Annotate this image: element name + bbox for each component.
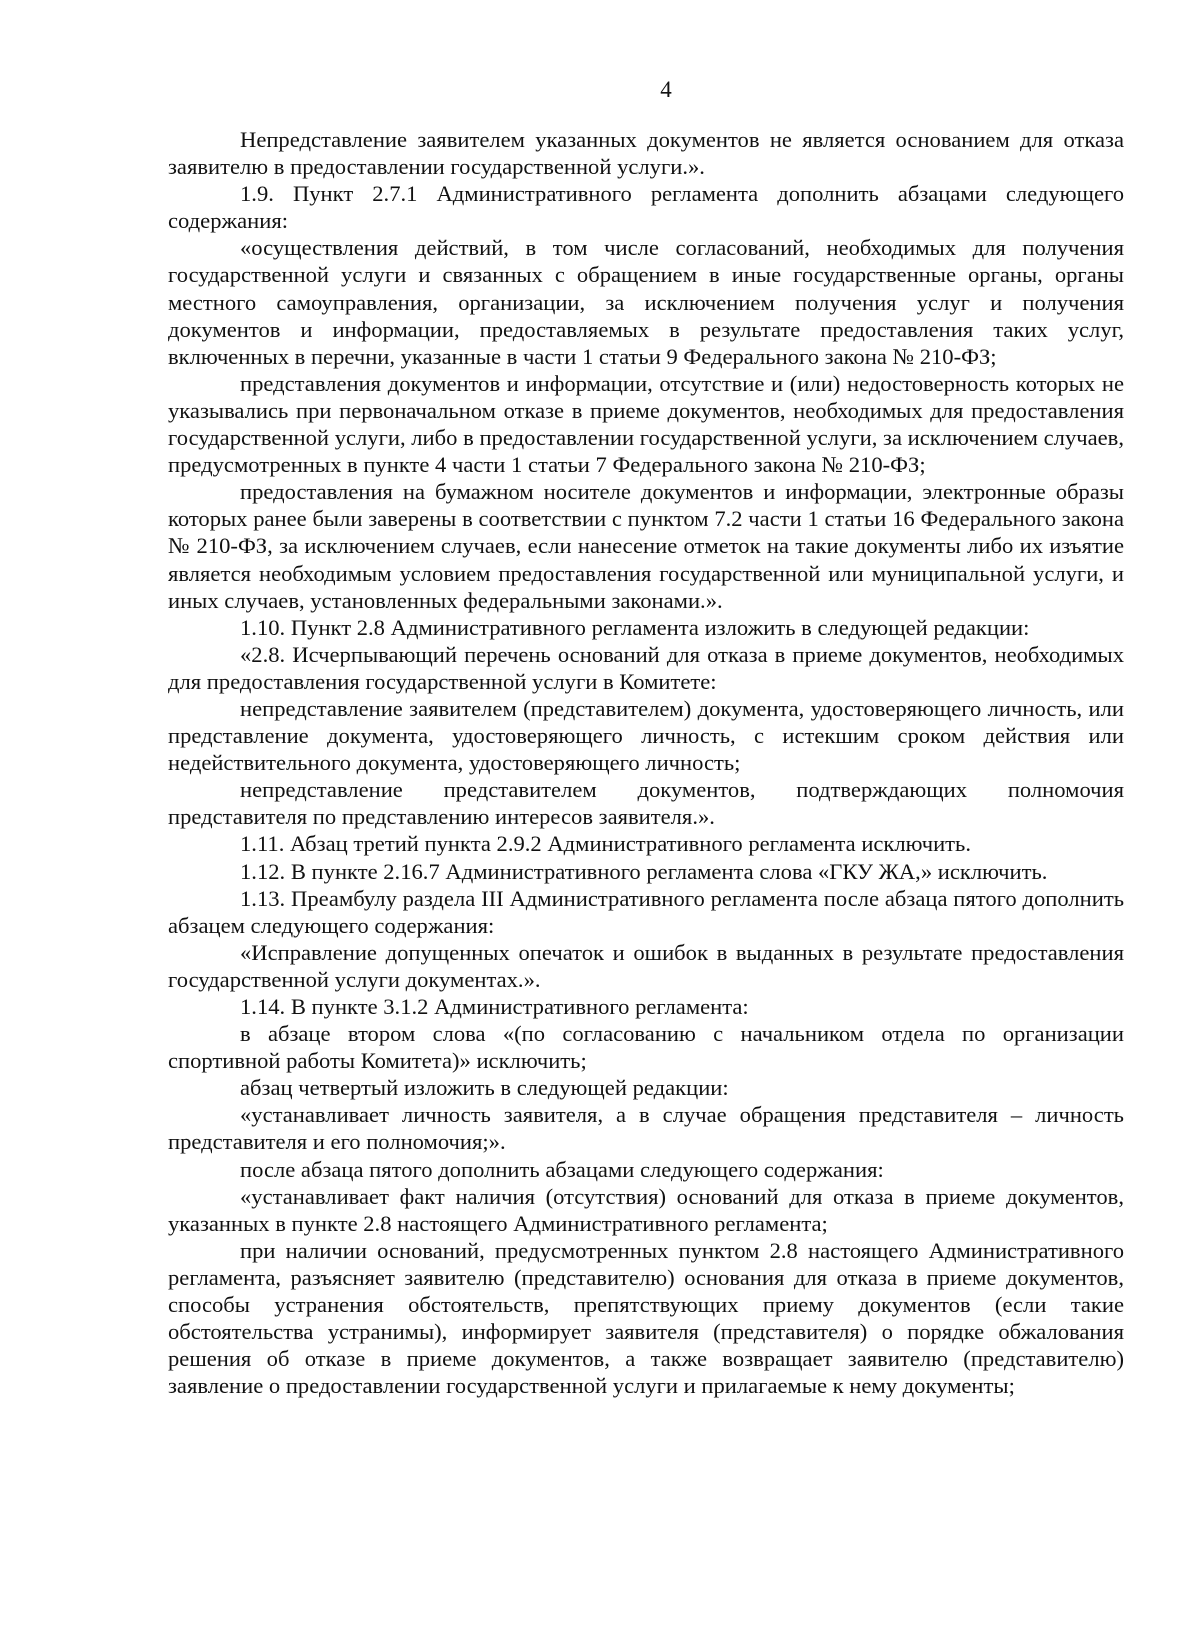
paragraph: 1.12. В пункте 2.16.7 Административного регламента слова «ГКУ ЖА,» исключить. xyxy=(240,858,1048,884)
paragraph: после абзаца пятого дополнить абзацами следующего содержания: xyxy=(240,1156,884,1182)
page-number: 4 xyxy=(660,77,672,102)
paragraph: Непредставление заявителем указанных документов не является основанием для отказа заявителю в предоставлении государственной услуги.». xyxy=(168,127,1124,180)
paragraph: «устанавливает личность заявителя, а в случае обращения представителя – личность представителя и его полномочия;». xyxy=(168,1102,1124,1155)
paragraph: 1.14. В пункте 3.1.2 Административного регламента: xyxy=(240,994,749,1019)
paragraph: «2.8. Исчерпывающий перечень оснований для отказа в приеме документов, необходимых для предоставления государственной услуги в Комитете: xyxy=(168,641,1124,694)
paragraph: 1.10. Пункт 2.8 Административного регламента изложить в следующей редакции: xyxy=(240,614,1030,640)
paragraph: абзац четвертый изложить в следующей редакции: xyxy=(240,1075,729,1101)
paragraph: 1.13. Преамбулу раздела III Административного регламента после абзаца пятого дополнить абзацем следующего содержания: xyxy=(168,885,1124,938)
paragraph: «устанавливает факт наличия (отсутствия) оснований для отказа в приеме документов, указанных в пункте 2.8 настоящего Административного регламента; xyxy=(168,1183,1124,1236)
paragraph: непредставление заявителем (представителем) документа, удостоверяющего личность, или представление документа, удостоверяющего личность, с истекшим сроком действия или недействительного документа, удостоверяющего личность; xyxy=(168,695,1124,776)
paragraph: 1.9. Пункт 2.7.1 Административного регламента дополнить абзацами следующего содержания: xyxy=(168,181,1124,234)
paragraph: 1.11. Абзац третий пункта 2.9.2 Административного регламента исключить. xyxy=(240,831,971,857)
paragraph: предоставления на бумажном носителе документов и информации, электронные образы которых ранее были заверены в соответствии с пунктом 7.2 части 1 статьи 16 Федерального закона № 210-ФЗ, за исключением случаев, если нанесение отметок на такие документы либо их изъятие является необходимым условием предоставления государственной или муниципальной услуги, и иных случаев, установленных федеральными законами.». xyxy=(168,479,1124,613)
paragraph: при наличии оснований, предусмотренных пунктом 2.8 настоящего Административного регламента, разъясняет заявителю (представителю) основания для отказа в приеме документов, способы устранения обстоятельств, препятствующих приему документов (если такие обстоятельства устранимы), информирует заявителя (представителя) о порядке обжалования решения об отказе в приеме документов, а также возвращает заявителю (представителю) заявление о предоставлении государственной услуги и прилагаемые к нему документы; xyxy=(168,1237,1124,1399)
paragraph: «Исправление допущенных опечаток и ошибок в выданных в результате предоставления государственной услуги документах.». xyxy=(168,939,1124,992)
paragraph: представления документов и информации, отсутствие и (или) недостоверность которых не указывались при первоначальном отказе в приеме документов, необходимых для предоставления государственной услуги, либо в предоставлении государственной услуги, за исключением случаев, предусмотренных в пункте 4 части 1 статьи 7 Федерального закона № 210-ФЗ; xyxy=(168,370,1124,478)
paragraph: непредставление представителем документов, подтверждающих полномочия представителя по представлению интересов заявителя.». xyxy=(168,777,1124,830)
paragraph: в абзаце втором слова «(по согласованию с начальником отдела по организации спортивной работы Комитета)» исключить; xyxy=(168,1021,1124,1074)
paragraph: «осуществления действий, в том числе согласований, необходимых для получения государственной услуги и связанных с обращением в иные государственные органы, органы местного самоуправления, организации, за исключением получения услуг и получения документов и информации, предоставляемых в результате предоставления таких услуг, включенных в перечни, указанные в части 1 статьи 9 Федерального закона № 210-ФЗ; xyxy=(168,235,1124,369)
